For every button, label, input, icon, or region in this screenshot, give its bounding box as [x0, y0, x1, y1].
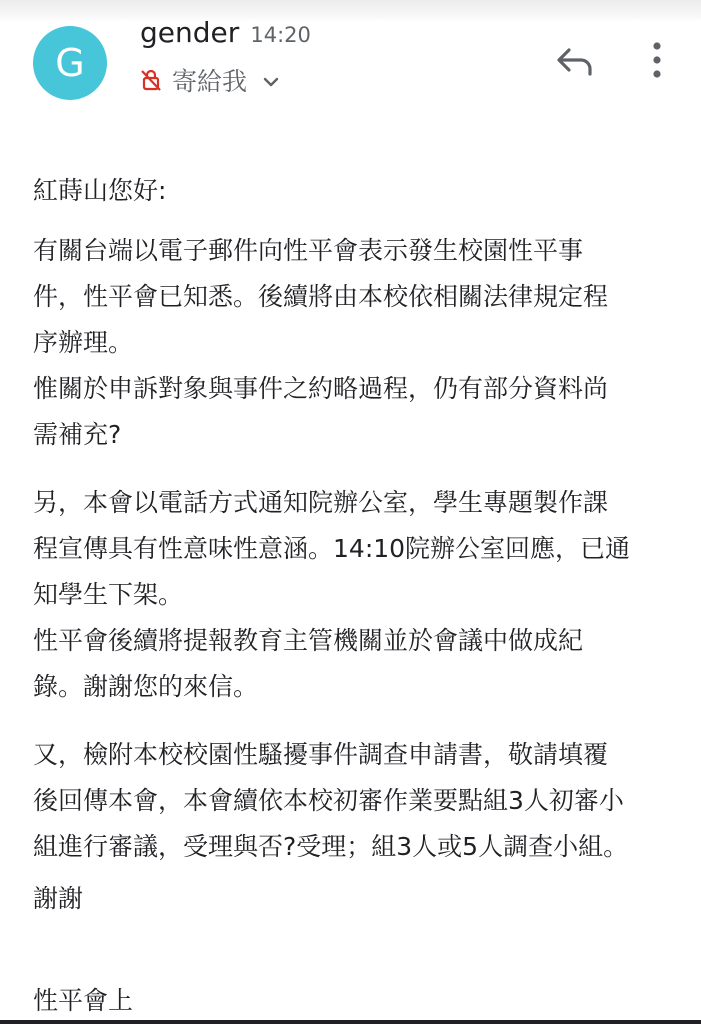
- recipient-details-toggle[interactable]: [140, 62, 281, 98]
- email-header: [0, 0, 701, 120]
- recipient-label: 寄給我: [172, 67, 248, 96]
- paragraph-2: 另，本會以電話方式通知院辦公室，學生專題製作課 程宣傳具有性意味性意涵。14:10院辦公室回應，已通 知學生下架。 性平會後續將提報教育主管機關並於會議中做成紀 錄。謝謝您的來信。: [33, 488, 631, 701]
- closing-thanks: 謝謝: [33, 884, 84, 913]
- greeting: 紅蒔山您好:: [33, 176, 167, 205]
- send-time: 14:20: [250, 23, 311, 47]
- reply-icon[interactable]: [555, 42, 595, 78]
- paragraph-1: 有關台端以電子郵件向性平會表示發生校園性平事 件，性平會已知悉。後續將由本校依相關法律規定程 序辦理。 惟關於申訴對象與事件之約略過程，仍有部分資料尚 需補充?: [33, 236, 609, 449]
- bottom-bar: [0, 1020, 701, 1024]
- email-body: [33, 168, 673, 892]
- more-vert-icon[interactable]: [646, 41, 668, 81]
- chevron-down-icon[interactable]: [261, 72, 281, 92]
- no-lock-icon: [140, 68, 162, 92]
- paragraph-3: 又，檢附本校校園性騷擾事件調查申請書，敬請填覆 後回傳本會，本會續依本校初審作業要點組3人初審小 組進行審議，受理與否?受理；組3人或5人調查小組。: [33, 740, 629, 861]
- sender-name: gender: [140, 16, 240, 49]
- sender-avatar[interactable]: G: [33, 26, 107, 100]
- sender-line: [140, 16, 311, 49]
- signoff: 性平會上: [33, 986, 134, 1015]
